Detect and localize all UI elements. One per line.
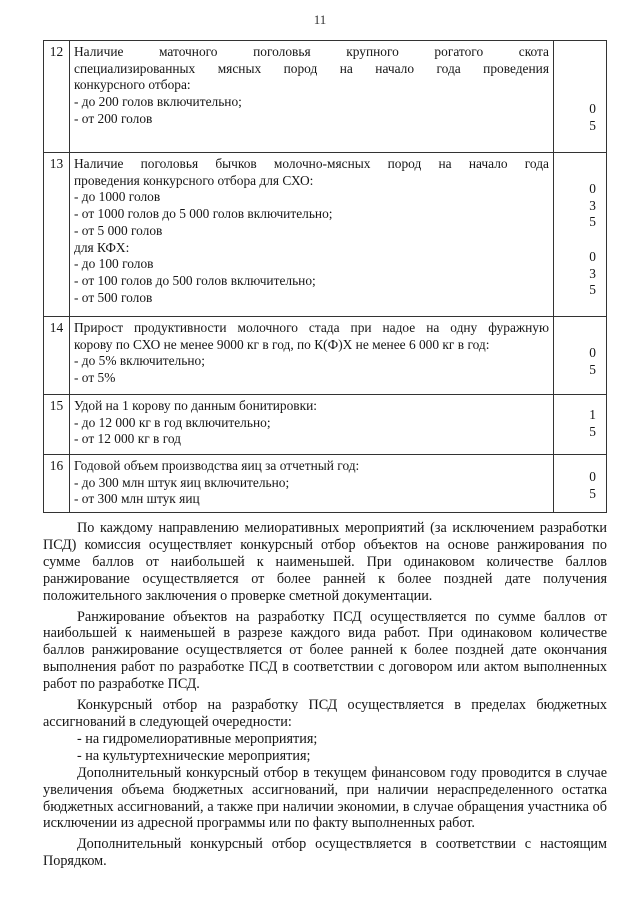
criterion-line: конкурсного отбора:	[74, 77, 191, 93]
criterion-line: Годовой объем производства яиц за отчетный год:	[74, 458, 360, 473]
criterion-line: корову по СХО не менее 9000 кг в год, по К(Ф)Х не менее 6 000 кг в год:	[74, 336, 490, 352]
points-cell	[554, 41, 607, 153]
paragraph: Конкурсный отбор на разработку ПСД осуществляется в пределах бюджетных ассигнований в следующей очередности:	[43, 697, 607, 730]
point-value: 3	[589, 265, 596, 281]
point-value: 0	[589, 469, 596, 484]
criterion-text	[70, 317, 554, 395]
criterion-line: - от 200 голов	[74, 110, 153, 126]
criterion-line: Наличие поголовья бычков молочно-мясных пород на начало года	[74, 156, 549, 171]
criterion-line: - от 12 000 кг в год	[74, 431, 181, 447]
point-value: 5	[589, 282, 596, 298]
point-value: 5	[589, 117, 596, 133]
point-value: 5	[589, 423, 596, 439]
point-value: 0	[589, 181, 596, 196]
paragraph: Дополнительный конкурсный отбор осуществляется в соответствии с настоящим Порядком.	[43, 836, 607, 870]
criterion-line: специализированных мясных пород на начало года проведения	[74, 60, 549, 76]
criterion-line: - от 100 голов до 500 голов включительно;	[74, 272, 316, 288]
criterion-line: - от 300 млн штук яиц	[74, 491, 200, 507]
criterion-line: - от 5%	[74, 370, 116, 386]
points-cell	[554, 395, 607, 455]
table-row	[44, 153, 607, 317]
point-value: 1	[589, 407, 596, 422]
row-number: 16	[44, 455, 70, 513]
criterion-line: - от 5 000 голов	[74, 222, 163, 238]
list-item: - на культуртехнические мероприятия;	[77, 747, 311, 764]
criterion-line: - от 1000 голов до 5 000 голов включительно;	[74, 206, 333, 222]
criterion-text	[70, 153, 554, 317]
criterion-line: Наличие маточного поголовья крупного рогатого скота	[74, 44, 549, 59]
criterion-text	[70, 455, 554, 513]
criterion-line: Удой на 1 корову по данным бонитировки:	[74, 398, 318, 413]
body-text	[43, 520, 607, 870]
points-cell	[554, 317, 607, 395]
point-value: 0	[589, 249, 596, 264]
points-cell	[554, 455, 607, 513]
criterion-line: - до 1000 голов	[74, 189, 161, 205]
table-row	[44, 41, 607, 153]
paragraph: Дополнительный конкурсный отбор в текущем финансовом году проводится в случае увеличения объема бюджетных ассигнований, при наличии нераспределенного остатка бюджетных ассигнований, а также при наличии экономии, в случае обращения участника об исключении из адресной программы или по факту выполненных работ.	[43, 764, 607, 832]
criterion-line: - до 12 000 кг в год включительно;	[74, 414, 271, 430]
criterion-line: Прирост продуктивности молочного стада при надое на одну фуражную	[74, 320, 549, 335]
criteria-table	[43, 40, 607, 513]
criterion-text	[70, 395, 554, 455]
criterion-line: проведения конкурсного отбора для СХО:	[74, 172, 314, 188]
table-row	[44, 317, 607, 395]
table-row	[44, 395, 607, 455]
criterion-text	[70, 41, 554, 153]
table-row	[44, 455, 607, 513]
criterion-line: - до 200 голов включительно;	[74, 94, 242, 110]
criterion-line: - от 500 голов	[74, 289, 153, 305]
row-number: 12	[44, 41, 70, 153]
criterion-line: - до 100 голов	[74, 256, 154, 272]
criterion-line: - до 300 млн штук яиц включительно;	[74, 474, 290, 490]
row-number: 15	[44, 395, 70, 455]
list-item: - на гидромелиоративные мероприятия;	[77, 730, 318, 747]
point-value: 5	[589, 214, 596, 230]
point-value: 3	[589, 197, 596, 213]
point-value: 0	[589, 345, 596, 360]
row-number: 14	[44, 317, 70, 395]
points-cell	[554, 153, 607, 317]
point-value: 5	[589, 485, 596, 501]
paragraph: По каждому направлению мелиоративных мероприятий (за исключением разработки ПСД) комиссия осуществляет конкурсный отбор объектов на основе ранжирования по сумме баллов от наибольшей к наименьшей. При одинаковом количестве баллов ранжирование осуществляется от более ранней к более поздней дате получения положительного заключения о проверке сметной документации.	[43, 520, 607, 604]
criterion-line: - до 5% включительно;	[74, 353, 205, 369]
point-value: 0	[589, 101, 596, 116]
row-number: 13	[44, 153, 70, 317]
paragraph: Ранжирование объектов на разработку ПСД осуществляется по сумме баллов от наибольшей к наименьшей в разрезе каждого вида работ. При одинаковом количестве баллов ранжирование осуществляется от более ранней к более поздней дате окончания выполнения работ по разработке ПСД в соответствии с договором или актом выполненных работ по разработке ПСД.	[43, 608, 607, 693]
criterion-line: для КФХ:	[74, 239, 130, 255]
point-value: 5	[589, 361, 596, 377]
page-number: 11	[313, 12, 327, 27]
